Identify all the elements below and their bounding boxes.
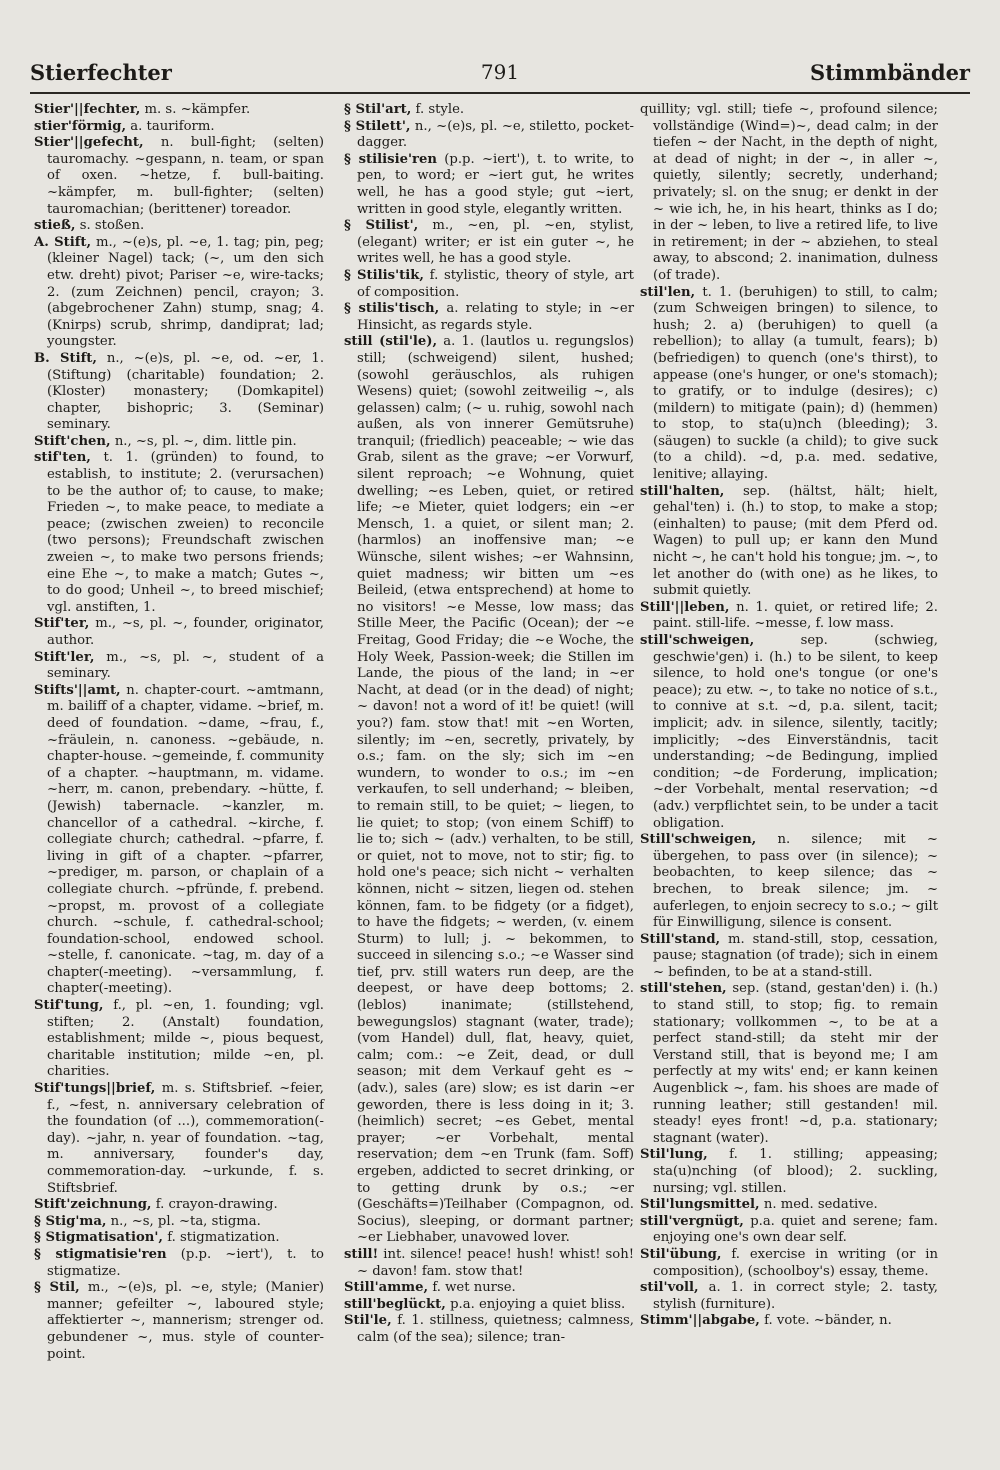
entry-definition: a. 1. (lautlos u. regungslos) still; (schweigend) silent, hushed; (sowohl geräuschlos, als ruhigen Wesens) quiet; (sowohl zeitweilig ~, als gelassen) calm; (~ u. ruhig, sowohl nach außen, als von innerer Gemütsruhe) tranquil; (friedlich) peaceable; ~ wie das Grab, silent as the grave; ~er Vorwurf, silent reproach; ~e Wohnung, quiet dwelling; ~es Leben, quiet, or retired life; ~e Mieter, quiet lodgers; ein ~er Mensch, 1. a quiet, or silent man; 2. (harmlos) an inoffensive man; ~e Wünsche, silent wishes; ~er Wahnsinn, quiet madness; wir bitten um ~es Beileid, (etwa entsprechend) at home to no visitors! ~e Messe, low mass; das Stille Meer, the Pacific (Ocean); der ~e Freitag, Good Friday; die ~e Woche, the Holy Week, Passion-week; die Stillen im Lande, the pious of the land; in ~er Nacht, at dead (or in the dead) of night; ~ davon! not a word of it! be quiet! (will you?) fam. stow that! mit ~en Worten, silently; im ~en, secretly, privately, by o.s.; fam. on the sly; sich im ~en wundern, to wonder to o.s.; im ~en verkaufen, to sell underhand; ~ bleiben, to remain still, to be quiet; ~ liegen, to lie quiet; to stop; (von einem Schiff) to lie to; sich ~ (adv.) verhalten, to be still, or quiet, not to move, not to stir; fig. to hold one's peace; sich nicht ~ verhalten können, nicht ~ sitzen, liegen od. stehen können, fam. to be fidgety (or a fidget), to have the fidgets; ~ werden, (v. einem Sturm) to lull; j. ~ bekommen, to succeed in silencing s.o.; ~e Wasser sind tief, prv. still waters run deep, are the deepest, or have deep bottoms; 2. (leblos) inanimate; (stillstehend, bewegungslos) stagnant (water, trade); (vom Handel) dull, flat, heavy, quiet, calm; com.: ~e Zeit, dead, or dull season; mit dem Verkauf geht es ~ (adv.), sales (are) slow; es ist darin ~er geworden, there is less doing in it; 3. (heimlich) secret; ~es Gebet, mental prayer; ~er Vorbehalt, mental reservation; dem ~en Trunk (fam. Soff) ergeben, addicted to secret drinking, or to getting drunk by o.s.; ~er (Geschäfts=)Teilhaber (Compagnon, od. Socius), sleeping, or dormant partner; ~er Liebhaber, unavowed lover. <box>357 334 634 1246</box>
entry-headword: stil'len, <box>640 284 696 300</box>
dictionary-entry <box>344 218 634 268</box>
entry-headword: Stil'übung, <box>640 1246 722 1262</box>
entry-headword: B. Stift, <box>34 350 97 366</box>
dictionary-entry <box>34 118 324 136</box>
dictionary-entry <box>34 1280 324 1363</box>
entry-definition: p.a. quiet and serene; fam. enjoying one's own dear self. <box>653 1213 938 1246</box>
dictionary-entry <box>34 234 324 351</box>
dictionary-entry <box>34 1197 324 1214</box>
dictionary-entry <box>640 1147 938 1197</box>
entry-definition: m. s. Stiftsbrief. ~feier, f., ~fest, n. anniversary celebration of the foundation (of ...), commemoration(-day). ~jahr, n. year of foundation. ~tag, m. anniversary, founder's day, commemoration-day. ~urkunde, f. s. Stiftsbrief. <box>47 1081 324 1196</box>
entry-definition: f. exercise in writing (or in composition), (schoolboy's) essay, theme. <box>653 1246 938 1279</box>
entry-definition: n., ~s, pl. ~, dim. little pin. <box>110 433 297 449</box>
entry-headword: stif'ten, <box>34 450 91 466</box>
dictionary-entry <box>34 682 324 998</box>
entry-headword: § Stilist', <box>344 218 419 234</box>
entry-headword: § Stil, <box>34 1280 80 1296</box>
entry-definition: a. 1. in correct style; 2. tasty, stylish (furniture). <box>653 1280 938 1312</box>
entry-definition: p.a. enjoying a quiet bliss. <box>445 1296 626 1312</box>
dictionary-entry <box>640 1313 938 1330</box>
dictionary-entry <box>34 1230 324 1247</box>
entry-headword: Stier'||fechter, <box>34 102 141 117</box>
entry-definition: f. 1. stillness, quietness; calmness, calm (of the sea); silence; tran- <box>357 1313 634 1345</box>
dictionary-entry <box>34 135 324 218</box>
dictionary-entry <box>34 1081 324 1197</box>
entry-headword: Stier'||gefecht, <box>34 135 144 151</box>
entry-definition: n. chapter-court. ~amtmann, m. bailiff of a chapter, vidame. ~brief, m. deed of foundation. ~dame, ~frau, f., ~fräulein, n. canoness. ~gebäude, n. chapter-house. ~gemeinde, f. community of a chapter. ~hauptmann, m. vidame. ~herr, m. canon, prebendary. ~hütte, f. (Jewish) tabernacle. ~kanzler, m. chancellor of a cathedral. ~kirche, f. collegiate church; cathedral. ~pfarre, f. living in gift of a chapter. ~pfarrer, ~prediger, m. parson, or chaplain of a collegiate church. ~pfründe, f. prebend. ~propst, m. provost of a collegiate church. ~schule, f. cathedral-school; foundation-school, endowed school. ~stelle, f. canonicate. ~tag, m. day of a chapter(-meeting). ~versammlung, f. chapter(-meeting). <box>47 682 324 997</box>
entry-definition: sep. (hältst, hält; hielt, gehal'ten) i. (h.) to stop, to make a stop; (einhalten) to pause; (mit dem Pferd od. Wagen) to pull up; er kann den Mund nicht ~, he can't hold his tongue; jm. ~, to let another do (with one) as he likes, to submit quietly. <box>653 483 938 599</box>
dictionary-entry <box>34 649 324 683</box>
dictionary-entry <box>34 450 324 616</box>
entry-headword: still'stehen, <box>640 981 727 997</box>
entry-headword: Still'stand, <box>640 931 721 947</box>
entry-definition: t. 1. (beruhigen) to still, to calm; (zum Schweigen bringen) to silence, to hush; 2. a) (beruhigen) to quell (a rebellion); to allay (a tumult, fears); b) (befriedigen) to quench (one's thirst), to appease (one's hunger, or one's stomach); to gratify, or to indulge (desires); c) (mildern) to mitigate (pain); d) (hemmen) to stop, to sta(u)nch (bleeding); 3. (säugen) to suckle (a child); to give suck (to a child). ~d, p.a. med. sedative, lenitive; allaying. <box>653 284 938 483</box>
dictionary-entry <box>344 267 634 301</box>
left-guide-word: Stierfechter <box>30 60 172 85</box>
dictionary-entry <box>640 102 938 285</box>
entry-headword: Stif'tung, <box>34 998 104 1014</box>
dictionary-entry <box>640 1197 938 1214</box>
entry-definition: n. med. sedative. <box>759 1197 878 1213</box>
entry-definition: m. s. ~kämpfer. <box>140 102 251 117</box>
dictionary-entry <box>640 931 938 982</box>
entry-headword: Stif'ter, <box>34 616 90 632</box>
dictionary-entry <box>640 633 938 832</box>
entry-definition: t. 1. (gründen) to found, to establish, to institute; 2. (verursachen) to be the author of; to cause, to make; Frieden ~, to make peace, to mediate a peace; (zwischen zweien) to reconcile (two persons); Freundschaft zwischen zweien ~, to make two persons friends; eine Ehe ~, to make a match; Gutes ~, to do good; Unheil ~, to breed mischief; vgl. anstiften, 1. <box>47 450 324 615</box>
entry-headword: still! <box>344 1246 379 1262</box>
entry-definition: f. 1. stilling; appeasing; sta(u)nching (of blood); 2. suckling, nursing; vgl. stillen. <box>653 1147 938 1196</box>
page-header <box>30 56 970 92</box>
entry-definition: f. stylistic, theory of style, art of composition. <box>357 267 634 300</box>
entry-headword: § Stilis'tik, <box>344 267 424 283</box>
right-guide-word: Stimmbänder <box>810 60 970 85</box>
dictionary-entry <box>34 350 325 434</box>
dictionary-entry <box>344 1246 634 1280</box>
header-rule <box>30 92 970 94</box>
entry-definition: f. wet nurse. <box>428 1280 516 1296</box>
entry-definition: int. silence! peace! hush! whist! soh! ~ davon! fam. stow that! <box>357 1246 634 1279</box>
entry-headword: stier'förmig, <box>34 118 127 134</box>
entry-headword: Stif'tungs||brief, <box>34 1081 156 1097</box>
entry-definition: n., ~s, pl. ~ta, stigma. <box>106 1213 261 1229</box>
page-number: 791 <box>480 60 520 84</box>
entry-headword: Stil'lung, <box>640 1147 708 1163</box>
entry-headword: A. Stift, <box>34 234 92 250</box>
dictionary-entry <box>640 832 938 932</box>
entry-headword: § stilisie'ren <box>344 151 437 167</box>
entry-headword: Still'||leben, <box>640 599 730 615</box>
entry-definition: f. crayon-drawing. <box>151 1197 278 1213</box>
entry-headword: Stimm'||abgabe, <box>640 1313 760 1329</box>
dictionary-entry <box>640 284 938 484</box>
entry-definition: m., ~s, pl. ~, student of a seminary. <box>47 649 324 682</box>
entry-definition: m., ~(e)s, pl. ~e, style; (Manier) manner; gefeilter ~, laboured style; affektierter ~, mannerism; strenger od. gebundener ~, mus. style of counter-point. <box>47 1280 324 1362</box>
entry-headword: Stift'zeichnung, <box>34 1197 152 1213</box>
dictionary-entry <box>344 118 634 152</box>
entry-headword: stil'voll, <box>640 1280 699 1296</box>
entry-headword: § Stil'art, <box>344 102 412 117</box>
dictionary-entry <box>34 218 324 235</box>
dictionary-entry <box>344 102 634 119</box>
dictionary-entry <box>344 151 634 218</box>
dictionary-entry <box>344 1280 634 1297</box>
entry-headword: Still'schweigen, <box>640 832 757 848</box>
entry-headword: § Stilett', <box>344 118 411 134</box>
entry-headword: § stigmatisie'ren <box>34 1246 167 1262</box>
entry-headword: still'halten, <box>640 483 725 499</box>
dictionary-entry <box>34 433 324 451</box>
dictionary-entry <box>640 981 938 1147</box>
dictionary-entry <box>344 301 635 334</box>
entry-headword: stieß, <box>34 218 76 234</box>
entry-headword: Still'amme, <box>344 1280 429 1296</box>
column-3 <box>640 102 938 1330</box>
dictionary-entry <box>34 616 324 649</box>
entry-definition: f., pl. ~en, 1. founding; vgl. stiften; 2. (Anstalt) foundation, establishment; milde ~, pious bequest, charitable institution; milde ~en, pl. charities. <box>47 998 324 1080</box>
entry-definition: (p.p. ~iert'), t. to write, to pen, to word; er ~iert gut, he writes well, he has a good style; gut ~iert, written in good style, elegantly written. <box>357 151 634 217</box>
dictionary-entry <box>640 1280 938 1313</box>
entry-definition: quillity; vgl. still; tiefe ~, profound silence; vollständige (Wind=)~, dead calm; in der tiefen ~ der Nacht, in the depth of night, at dead of night; in der ~, in aller ~, quietly, silently; secretly, underhand; privately; sl. on the snug; er denkt in der ~ wie ich, he, in his heart, thinks as I do; in der ~ leben, to live a retired life, to live in retirement; in der ~ abziehen, to steal away, to abscond; 2. inanimation, dulness (of trade). <box>640 102 938 283</box>
dictionary-entry <box>640 483 938 600</box>
entry-definition: n., ~(e)s, pl. ~e, od. ~er, 1. (Stiftung) (charitable) foundation; 2. (Kloster) monastery; (Domkapitel) chapter, bishopric; 3. (Seminar) seminary. <box>47 350 325 433</box>
dictionary-entry <box>34 1213 324 1231</box>
entry-definition: (p.p. ~iert'), t. to stigmatize. <box>47 1246 324 1279</box>
dictionary-entry <box>34 102 324 119</box>
entry-definition: m., ~s, pl. ~, founder, originator, author. <box>47 616 324 648</box>
entry-headword: still (stil'le), <box>344 334 438 350</box>
entry-headword: still'vergnügt, <box>640 1213 744 1229</box>
entry-definition: n. bull-fight; (selten) tauromachy. ~gespann, n. team, or span of oxen. ~hetze, f. bull-baiting. ~kämpfer, m. bull-fighter; (selten) tauromachian; (berittener) toreador. <box>47 135 324 217</box>
dictionary-entry <box>344 1296 634 1314</box>
dictionary-entry <box>34 1246 324 1280</box>
entry-definition: s. stoßen. <box>75 218 145 234</box>
entry-definition: m., ~(e)s, pl. ~e, 1. tag; pin, peg; (kleiner Nagel) tack; (~, um den sich etw. dreht) pivot; Pariser ~e, wire-tacks; 2. (zum Zeichnen) pencil, crayon; 3. (abgebrochener Zahn) stump, snag; 4. (Knirps) scrub, shrimp, dandiprat; lad; youngster. <box>47 234 324 350</box>
entry-definition: a. tauriform. <box>126 118 215 134</box>
entry-headword: § Stigmatisation', <box>34 1230 164 1246</box>
dictionary-entry <box>640 1213 938 1247</box>
dictionary-entry <box>640 1246 938 1280</box>
entry-headword: Stift'chen, <box>34 433 111 449</box>
entry-definition: m. stand-still, stop, cessation, pause; stagnation (of trade); sich in einem ~ befinden, to be at a stand-still. <box>653 931 938 980</box>
entry-definition: f. vote. ~bänder, n. <box>759 1313 892 1329</box>
entry-headword: Stifts'||amt, <box>34 682 121 698</box>
dictionary-entry <box>344 334 634 1247</box>
entry-headword: Stil'lungsmittel, <box>640 1197 760 1213</box>
entry-definition: sep. (stand, gestan'den) i. (h.) to stand still, to stop; fig. to remain stationary; vollkommen ~, to be at a perfect stand-still; da steht mir der Verstand still, that is beyond me; I am perfectly at my wits' end; er kann keinen Augenblick ~, fam. his shoes are made of running leather; still gestanden! mil. steady! eyes front! ~d, p.a. stationary; stagnant (water). <box>653 981 938 1146</box>
column-2 <box>344 102 634 1347</box>
entry-definition: f. stigmatization. <box>163 1230 280 1246</box>
entry-headword: still'schweigen, <box>640 633 755 648</box>
entry-headword: § stilis'tisch, <box>344 301 440 317</box>
dictionary-entry <box>640 599 938 633</box>
entry-definition: n. silence; mit ~ übergehen, to pass over (in silence); ~ beobachten, to keep silence; das ~ brechen, to break silence; jm. ~ auferlegen, to enjoin secrecy to s.o.; ~ gilt für Einwilligung, silence is consent. <box>653 832 938 931</box>
entry-headword: Stil'le, <box>344 1313 392 1329</box>
entry-definition: n., ~(e)s, pl. ~e, stiletto, pocket-dagger. <box>357 118 634 151</box>
dictionary-entry <box>34 998 324 1081</box>
entry-definition: a. relating to style; in ~er Hinsicht, as regards style. <box>357 301 635 333</box>
entry-headword: still'beglückt, <box>344 1296 446 1312</box>
entry-definition: m., ~en, pl. ~en, stylist, (elegant) writer; er ist ein guter ~, he writes well, he has a good style. <box>357 218 634 267</box>
entry-definition: f. style. <box>411 102 465 117</box>
column-1 <box>34 102 324 1363</box>
entry-headword: Stift'ler, <box>34 649 95 665</box>
entry-headword: § Stig'ma, <box>34 1213 107 1229</box>
entry-definition: n. 1. quiet, or retired life; 2. paint. still-life. ~messe, f. low mass. <box>653 599 938 632</box>
dictionary-entry <box>344 1313 634 1346</box>
entry-definition: sep. (schwieg, geschwie'gen) i. (h.) to be silent, to keep silence, to hold one's tongue (or one's peace); zu etw. ~, to take no notice of s.t., to connive at s.t. ~d, p.a. silent, tacit; implicit; adv. in silence, silently, tacitly; implicitly; ~des Einverständnis, tacit understanding; ~de Bedingung, implied condition; ~de Forderung, implication; ~der Vorbehalt, mental reservation; ~d (adv.) verpflichtet sein, to be under a tacit obligation. <box>653 633 938 831</box>
